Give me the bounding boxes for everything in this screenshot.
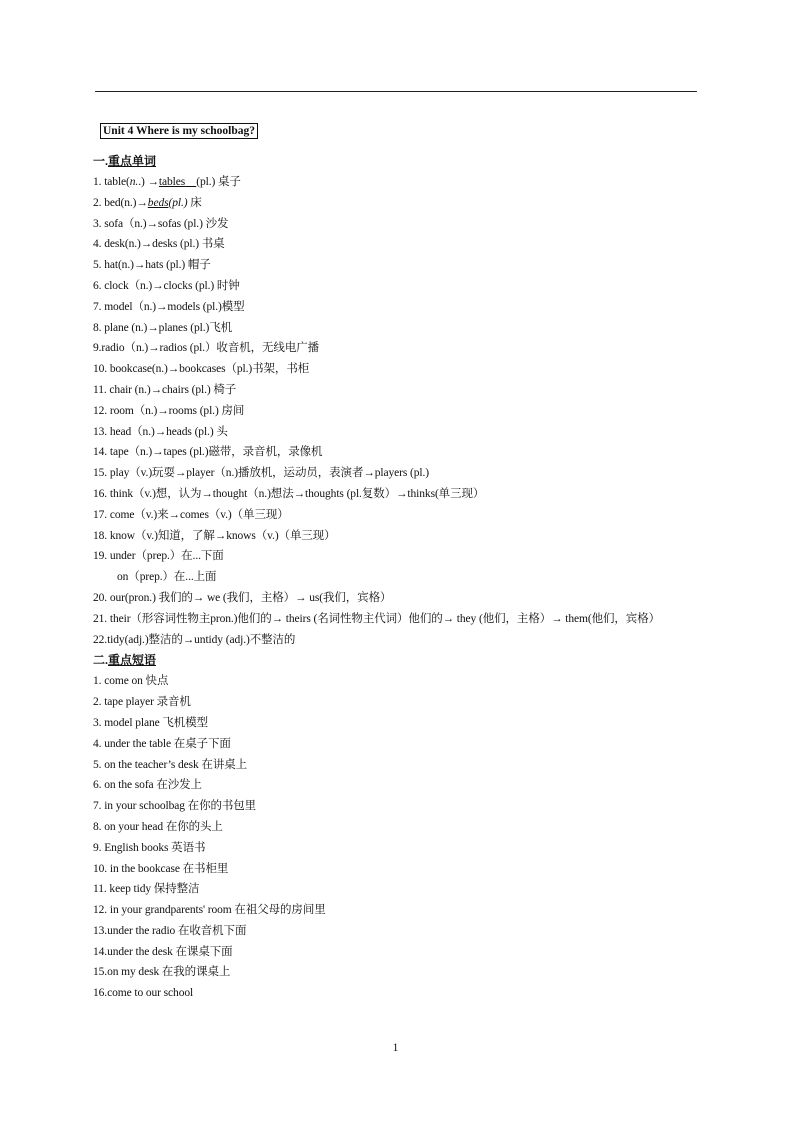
phrase-item-12: 12. in your grandparents' room 在祖父母的房间里	[93, 904, 326, 917]
phrase-item-16: 16.come to our school	[93, 987, 194, 1000]
unit-title: Unit 4 Where is my schoolbag?	[100, 123, 258, 139]
vocab-item-22: 22.tidy(adj.)整洁的→untidy (adj.)不整洁的	[93, 633, 296, 646]
vocab-item-5: 5. hat(n.)→hats (pl.) 帽子	[93, 259, 211, 272]
vocab-item-20: 20. our(pron.) 我们的→ we (我们，主格）→ us(我们，宾格）	[93, 591, 392, 604]
answer-blank: beds	[147, 196, 169, 209]
phrase-item-1: 1. come on 快点	[93, 675, 169, 688]
phrase-item-14: 14.under the desk 在课桌下面	[93, 945, 233, 958]
vocab-item-12: 12. room（n.)→rooms (pl.) 房间	[93, 404, 245, 417]
vocab-italic: n.	[129, 176, 139, 188]
vocab-item-21: 21. their（形容词性物主pron.)他们的→ theirs (名词性物主代词）他们的→ they (他们，主格）→ them(他们，宾格）	[93, 612, 661, 625]
phrase-item-3: 3. model plane 飞机模型	[93, 716, 208, 729]
phrase-item-6: 6. on the sofa 在沙发上	[93, 779, 202, 792]
page-number: 1	[392, 1042, 399, 1054]
vocab-item-17: 17. come（v.)来→comes（v.)（单三现）	[93, 508, 289, 521]
answer-blank: tables	[158, 176, 186, 188]
vocab-item-16: 16. think（v.)想，认为→thought（n.)想法→thoughts (pl.复数）→thinks(单三现）	[93, 487, 485, 500]
phrase-item-13: 13.under the radio 在收音机下面	[93, 924, 247, 937]
document-body	[93, 121, 703, 1004]
vocab-item-19b: on（prep.）在...上面	[117, 571, 217, 584]
phrase-item-2: 2. tape player 录音机	[93, 696, 191, 709]
vocab-item-8: 8. plane (n.)→planes (pl.)飞机	[93, 321, 232, 334]
vocab-item-7: 7. model（n.)→models (pl.)模型	[93, 300, 245, 313]
vocab-item-18: 18. know（v.)知道，了解→knows（v.)（单三现）	[93, 529, 336, 542]
vocab-item-13: 13. head（n.)→heads (pl.) 头	[93, 425, 228, 438]
vocab-item-14: 14. tape（n.)→tapes (pl.)磁带，录音机，录像机	[93, 446, 323, 459]
section-title: 重点单词	[108, 154, 157, 168]
phrase-item-5: 5. on the teacher’s desk 在讲桌上	[93, 758, 248, 771]
vocab-italic: (pl.)	[168, 196, 188, 209]
phrase-item-11: 11. keep tidy 保持整洁	[93, 883, 200, 896]
vocab-text: (pl.) 桌子	[196, 176, 241, 188]
section-heading-vocabulary	[93, 151, 703, 172]
vocab-text: .) →	[138, 176, 159, 188]
vocab-item-2	[93, 193, 703, 214]
vocab-text: 1. table(	[93, 176, 130, 188]
phrase-item-4: 4. under the table 在桌子下面	[93, 737, 231, 750]
vocab-item-4: 4. desk(n.)→desks (pl.) 书桌	[93, 238, 225, 251]
vocab-text: 床	[187, 196, 202, 209]
vocab-item-10: 10. bookcase(n.)→bookcases（pl.)书架，书柜	[93, 363, 310, 376]
phrase-item-8: 8. on your head 在你的头上	[93, 820, 223, 833]
vocab-item-9: 9.radio（n.)→radios (pl.）收音机，无线电广播	[93, 342, 320, 355]
vocab-item-15: 15. play（v.)玩耍→player（n.)播放机，运动员，表演者→players (pl.)	[93, 467, 430, 480]
vocab-item-19: 19. under（prep.）在...下面	[93, 550, 224, 563]
phrase-item-15: 15.on my desk 在我的课桌上	[93, 966, 231, 979]
header-rule	[95, 91, 697, 92]
vocab-item-11: 11. chair (n.)→chairs (pl.) 椅子	[93, 383, 237, 396]
vocab-text: 2. bed(n.)→	[93, 196, 148, 209]
vocab-item-1	[93, 172, 703, 193]
phrase-item-10: 10. in the bookcase 在书柜里	[93, 862, 229, 875]
vocab-item-3: 3. sofa（n.)→sofas (pl.) 沙发	[93, 217, 229, 230]
section-title: 重点短语	[108, 653, 157, 668]
phrase-item-7: 7. in your schoolbag 在你的书包里	[93, 800, 257, 813]
section-heading-phrases	[93, 650, 703, 671]
vocab-item-6: 6. clock（n.)→clocks (pl.) 时钟	[93, 279, 240, 292]
section-prefix: 二.	[93, 653, 109, 668]
section-prefix: 一.	[93, 154, 109, 168]
phrase-item-9: 9. English books 英语书	[93, 841, 206, 854]
